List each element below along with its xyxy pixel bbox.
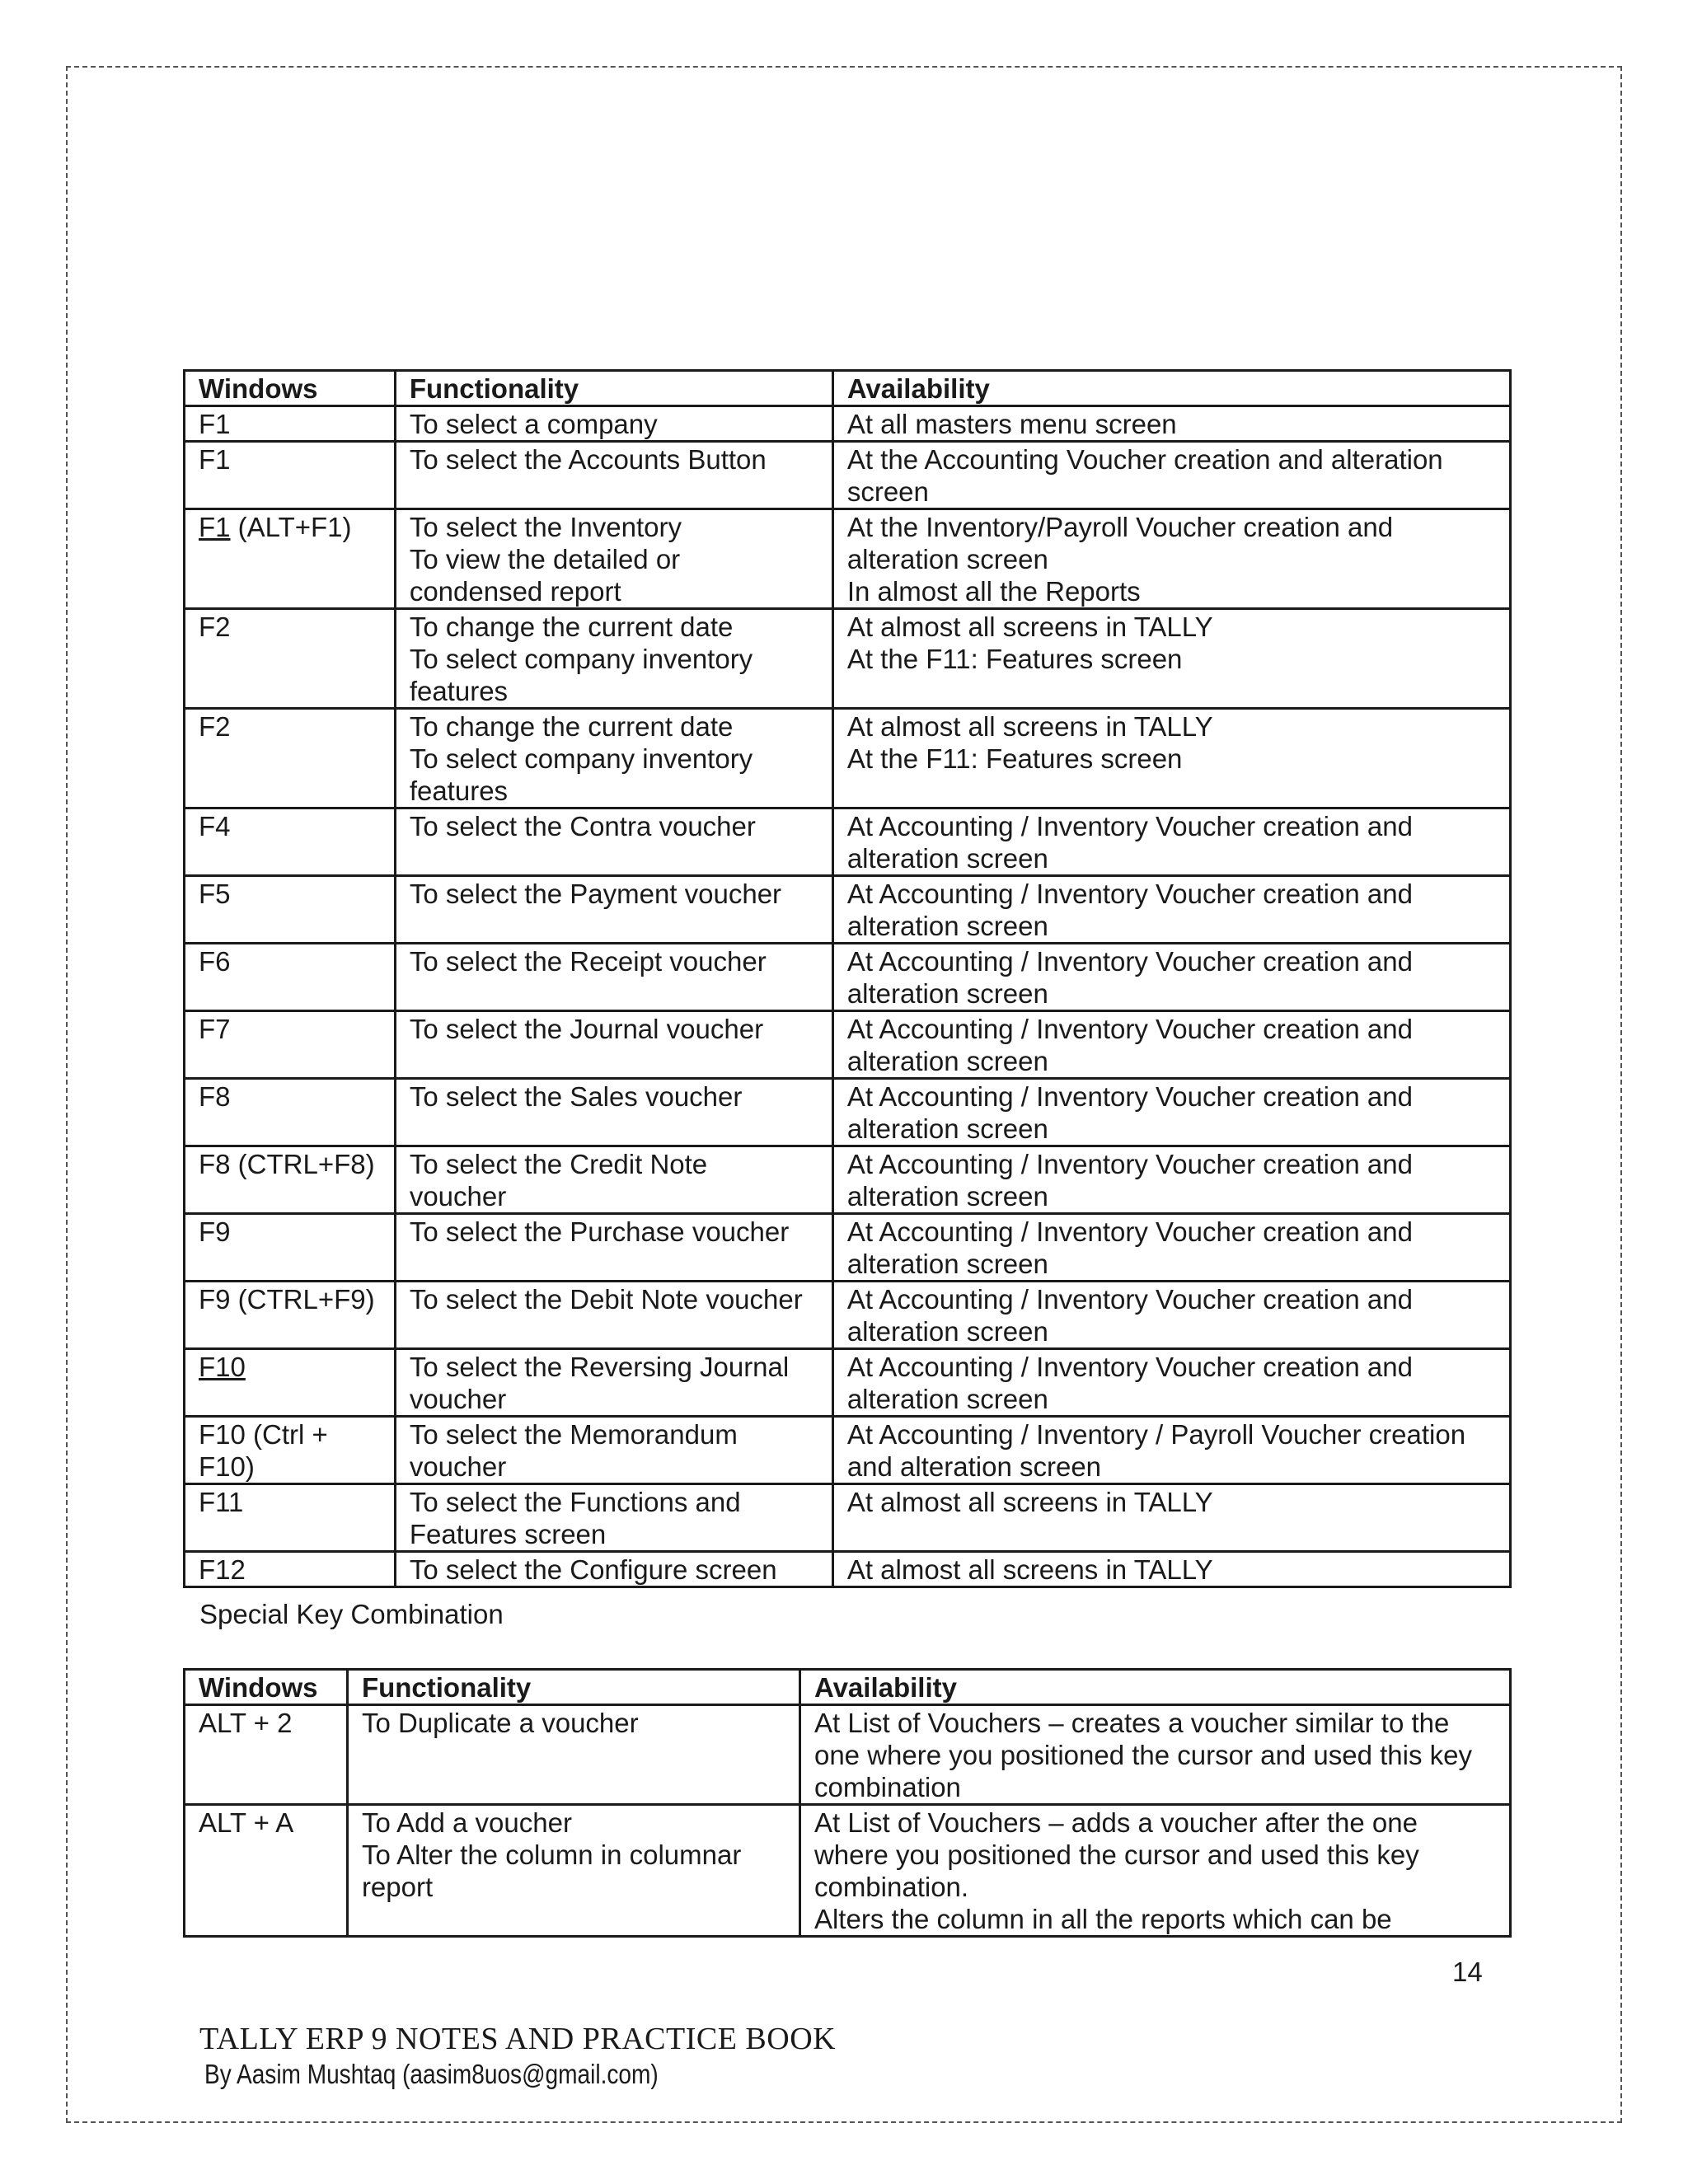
table-row bbox=[185, 442, 1511, 509]
functionality-line: To select the Credit Note bbox=[409, 1149, 708, 1179]
page-number: 14 bbox=[1452, 1957, 1483, 1987]
functionality-cell bbox=[395, 1011, 832, 1079]
availability-cell bbox=[832, 1079, 1510, 1146]
functionality-cell bbox=[395, 1146, 832, 1214]
key-rest: (ALT+F1) bbox=[230, 512, 352, 542]
functionality-cell bbox=[395, 1282, 832, 1349]
key-cell bbox=[185, 509, 396, 609]
functionality-line: To select the Receipt voucher bbox=[409, 946, 767, 977]
functionality-cell bbox=[395, 609, 832, 709]
table-row bbox=[185, 709, 1511, 808]
table-row bbox=[185, 944, 1511, 1011]
table-row bbox=[185, 1484, 1511, 1552]
table-row bbox=[185, 509, 1511, 609]
availability-line: At almost all screens in TALLY bbox=[846, 612, 1213, 642]
table-header-row bbox=[185, 371, 1511, 406]
functionality-line: Features screen bbox=[409, 1519, 607, 1549]
functionality-cell bbox=[395, 1079, 832, 1146]
table-row bbox=[185, 1282, 1511, 1349]
key-line: F10) bbox=[199, 1451, 255, 1482]
availability-line: At all masters menu screen bbox=[846, 409, 1177, 439]
functionality-line: To view the detailed or bbox=[409, 544, 681, 574]
availability-line: At Accounting / Inventory Voucher creation and bbox=[846, 946, 1413, 977]
availability-cell bbox=[832, 442, 1510, 509]
functionality-line: condensed report bbox=[409, 576, 621, 607]
availability-line: At List of Vouchers – creates a voucher similar to the bbox=[814, 1708, 1450, 1738]
key-cell: F7 bbox=[185, 1011, 396, 1079]
functionality-cell bbox=[395, 1349, 832, 1417]
functionality-cell bbox=[395, 1484, 832, 1552]
table-row bbox=[185, 1552, 1511, 1587]
functionality-line: To select the Reversing Journal bbox=[409, 1352, 790, 1382]
availability-cell bbox=[832, 1011, 1510, 1079]
availability-line: At Accounting / Inventory / Payroll Voucher creation bbox=[846, 1419, 1466, 1450]
functionality-line: report bbox=[361, 1872, 434, 1902]
functionality-line: voucher bbox=[409, 1384, 507, 1414]
table-row bbox=[185, 876, 1511, 944]
availability-line: At the F11: Features screen bbox=[846, 743, 1183, 774]
availability-line: combination. bbox=[814, 1872, 969, 1902]
table-row bbox=[185, 1146, 1511, 1214]
functionality-line: To select the Journal voucher bbox=[409, 1014, 764, 1044]
key-cell: F11 bbox=[185, 1484, 396, 1552]
table-row bbox=[185, 1705, 1511, 1805]
functionality-line: features bbox=[409, 676, 509, 706]
availability-line: one where you positioned the cursor and used this key bbox=[814, 1740, 1472, 1770]
key-cell: F8 (CTRL+F8) bbox=[185, 1146, 396, 1214]
table-row bbox=[185, 1417, 1511, 1484]
availability-cell bbox=[832, 709, 1510, 808]
table-row bbox=[185, 1214, 1511, 1282]
functionality-cell bbox=[395, 876, 832, 944]
functionality-line: To select the Payment voucher bbox=[409, 879, 782, 909]
availability-cell bbox=[832, 406, 1510, 442]
availability-line: At Accounting / Inventory Voucher creation and bbox=[846, 811, 1413, 841]
availability-cell bbox=[832, 1484, 1510, 1552]
functionality-cell bbox=[395, 808, 832, 876]
availability-line: At almost all screens in TALLY bbox=[846, 1554, 1213, 1585]
key-underlined: F10 bbox=[199, 1352, 246, 1382]
functionality-cell bbox=[347, 1805, 799, 1937]
functionality-line: features bbox=[409, 776, 509, 806]
table-row bbox=[185, 609, 1511, 709]
availability-line: alteration screen bbox=[846, 1316, 1048, 1347]
availability-cell bbox=[832, 1552, 1510, 1587]
availability-cell bbox=[832, 609, 1510, 709]
availability-cell bbox=[832, 1417, 1510, 1484]
shortcut-table bbox=[183, 369, 1512, 1588]
availability-line: At Accounting / Inventory Voucher creation and bbox=[846, 1014, 1413, 1044]
functionality-cell bbox=[395, 406, 832, 442]
functionality-line: voucher bbox=[409, 1451, 507, 1482]
key-line: F10 (Ctrl + bbox=[199, 1419, 328, 1450]
availability-line: At the Accounting Voucher creation and alteration bbox=[846, 444, 1443, 475]
functionality-cell bbox=[395, 1552, 832, 1587]
availability-line: In almost all the Reports bbox=[846, 576, 1141, 607]
key-cell: F1 bbox=[185, 406, 396, 442]
availability-line: alteration screen bbox=[846, 978, 1048, 1009]
availability-line: alteration screen bbox=[846, 1249, 1048, 1279]
availability-line: At Accounting / Inventory Voucher creation and bbox=[846, 879, 1413, 909]
functionality-line: To select the Sales voucher bbox=[409, 1081, 743, 1112]
key-cell: F2 bbox=[185, 609, 396, 709]
availability-line: screen bbox=[846, 476, 929, 507]
availability-line: alteration screen bbox=[846, 843, 1048, 874]
header-windows: Windows bbox=[185, 371, 396, 406]
header-functionality: Functionality bbox=[395, 371, 832, 406]
functionality-line: To Alter the column in columnar bbox=[361, 1840, 742, 1870]
key-underlined: F1 bbox=[199, 512, 231, 542]
functionality-line: To select the Functions and bbox=[409, 1487, 741, 1517]
key-cell: F9 (CTRL+F9) bbox=[185, 1282, 396, 1349]
functionality-line: To change the current date bbox=[409, 612, 734, 642]
key-cell: ALT + A bbox=[185, 1805, 348, 1937]
table-row bbox=[185, 1079, 1511, 1146]
availability-line: alteration screen bbox=[846, 1384, 1048, 1414]
availability-line: alteration screen bbox=[846, 544, 1048, 574]
functionality-cell bbox=[395, 709, 832, 808]
functionality-line: To select the Inventory bbox=[409, 512, 682, 542]
availability-line: At almost all screens in TALLY bbox=[846, 1487, 1213, 1517]
table-row bbox=[185, 808, 1511, 876]
key-cell bbox=[185, 1417, 396, 1484]
functionality-cell bbox=[395, 944, 832, 1011]
functionality-line: To select the Configure screen bbox=[409, 1554, 777, 1585]
availability-line: combination bbox=[814, 1772, 961, 1802]
functionality-cell bbox=[395, 509, 832, 609]
functionality-line: To Duplicate a voucher bbox=[361, 1708, 639, 1738]
functionality-cell bbox=[395, 1214, 832, 1282]
availability-cell bbox=[832, 1214, 1510, 1282]
availability-line: At Accounting / Inventory Voucher creation and bbox=[846, 1216, 1413, 1247]
availability-line: where you positioned the cursor and used this key bbox=[814, 1840, 1419, 1870]
table-row bbox=[185, 1011, 1511, 1079]
availability-line: At Accounting / Inventory Voucher creation and bbox=[846, 1284, 1413, 1315]
header-availability: Availability bbox=[799, 1670, 1510, 1705]
key-cell: ALT + 2 bbox=[185, 1705, 348, 1805]
functionality-line: To select a company bbox=[409, 409, 658, 439]
availability-cell bbox=[832, 1282, 1510, 1349]
functionality-cell bbox=[395, 442, 832, 509]
availability-cell bbox=[832, 876, 1510, 944]
availability-cell bbox=[832, 509, 1510, 609]
availability-line: At Accounting / Inventory Voucher creation and bbox=[846, 1352, 1413, 1382]
header-functionality: Functionality bbox=[347, 1670, 799, 1705]
functionality-line: To select company inventory bbox=[409, 644, 753, 674]
special-key-table bbox=[183, 1668, 1512, 1938]
functionality-cell bbox=[395, 1417, 832, 1484]
availability-line: At the F11: Features screen bbox=[846, 644, 1183, 674]
header-availability: Availability bbox=[832, 371, 1510, 406]
availability-line: alteration screen bbox=[846, 911, 1048, 941]
availability-cell bbox=[832, 1146, 1510, 1214]
availability-line: and alteration screen bbox=[846, 1451, 1102, 1482]
availability-line: At Accounting / Inventory Voucher creation and bbox=[846, 1149, 1413, 1179]
footer-author: By Aasim Mushtaq (aasim8uos@gmail.com) bbox=[204, 2059, 659, 2089]
key-cell: F5 bbox=[185, 876, 396, 944]
key-cell: F9 bbox=[185, 1214, 396, 1282]
key-cell: F4 bbox=[185, 808, 396, 876]
availability-line: Alters the column in all the reports which can be bbox=[814, 1904, 1392, 1934]
key-cell bbox=[185, 1349, 396, 1417]
availability-cell bbox=[832, 1349, 1510, 1417]
availability-line: At the Inventory/Payroll Voucher creation and bbox=[846, 512, 1394, 542]
availability-line: At almost all screens in TALLY bbox=[846, 711, 1213, 742]
availability-line: alteration screen bbox=[846, 1181, 1048, 1212]
functionality-line: To Add a voucher bbox=[361, 1807, 572, 1838]
section-label: Special Key Combination bbox=[199, 1599, 504, 1629]
table-row bbox=[185, 1349, 1511, 1417]
functionality-line: To select the Debit Note voucher bbox=[409, 1284, 803, 1315]
availability-line: alteration screen bbox=[846, 1046, 1048, 1076]
availability-cell bbox=[799, 1705, 1510, 1805]
functionality-cell bbox=[347, 1705, 799, 1805]
functionality-line: To change the current date bbox=[409, 711, 734, 742]
functionality-line: To select the Accounts Button bbox=[409, 444, 767, 475]
functionality-line: To select the Contra voucher bbox=[409, 811, 756, 841]
header-windows: Windows bbox=[185, 1670, 348, 1705]
footer-title: TALLY ERP 9 NOTES AND PRACTICE BOOK bbox=[199, 2022, 837, 2056]
key-cell: F12 bbox=[185, 1552, 396, 1587]
availability-cell bbox=[832, 808, 1510, 876]
functionality-line: To select company inventory bbox=[409, 743, 753, 774]
functionality-line: To select the Purchase voucher bbox=[409, 1216, 790, 1247]
availability-cell bbox=[799, 1805, 1510, 1937]
availability-line: At List of Vouchers – adds a voucher after the one bbox=[814, 1807, 1418, 1838]
table-row bbox=[185, 406, 1511, 442]
availability-line: At Accounting / Inventory Voucher creation and bbox=[846, 1081, 1413, 1112]
key-cell: F8 bbox=[185, 1079, 396, 1146]
functionality-line: To select the Memorandum bbox=[409, 1419, 738, 1450]
key-cell: F2 bbox=[185, 709, 396, 808]
key-cell: F1 bbox=[185, 442, 396, 509]
table-row bbox=[185, 1805, 1511, 1937]
availability-cell bbox=[832, 944, 1510, 1011]
key-cell: F6 bbox=[185, 944, 396, 1011]
table-header-row bbox=[185, 1670, 1511, 1705]
functionality-line: voucher bbox=[409, 1181, 507, 1212]
availability-line: alteration screen bbox=[846, 1113, 1048, 1144]
